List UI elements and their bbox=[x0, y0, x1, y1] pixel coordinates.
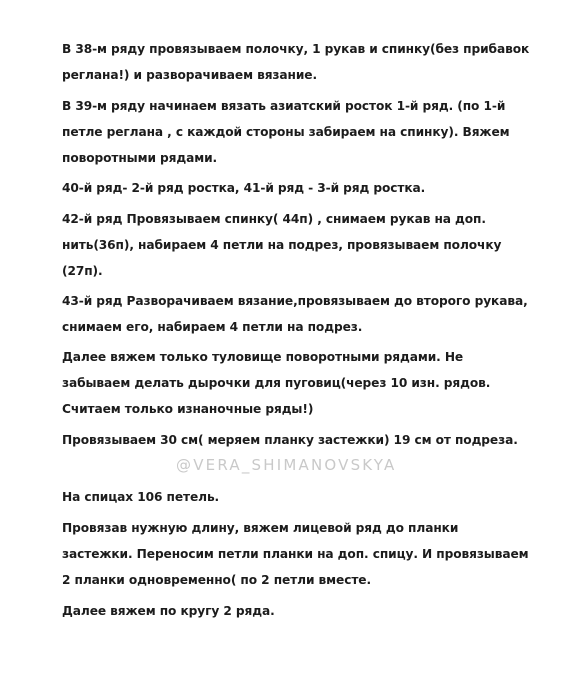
paragraph-row-43: 43-й ряд Разворачиваем вязание,провязываем до второго рукава, снимаем его, набираем 4 петли на подрез. bbox=[62, 294, 528, 334]
paragraph-rows-40-41: 40-й ряд- 2-й ряд ростка, 41-й ряд - 3-й ряд ростка. bbox=[62, 181, 426, 195]
watermark: @VERA_SHIMANOVSKYA bbox=[176, 456, 397, 474]
paragraph-body-rows: Далее вяжем только туловище поворотными рядами. Не забываем делать дырочки для пуговиц(через 10 изн. рядов. Считаем только изнаночные ряды!) bbox=[62, 350, 491, 416]
paragraph-row-42: 42-й ряд Провязываем спинку( 44п) , снимаем рукав на доп. нить(36п), набираем 4 петли на подрез, провязываем полочку (27п). bbox=[62, 212, 502, 278]
paragraph-measure: Провязываем 30 см( меряем планку застежки) 19 см от подреза. bbox=[62, 433, 518, 447]
paragraph-round: Далее вяжем по кругу 2 ряда. bbox=[62, 604, 275, 618]
paragraph-row-38: В 38-м ряду провязываем полочку, 1 рукав и спинку(без прибавок реглана!) и разворачиваем вязание. bbox=[62, 42, 530, 82]
paragraph-stitch-count: На спицах 106 петель. bbox=[62, 490, 220, 504]
paragraph-row-39: В 39-м ряду начинаем вязать азиатский росток 1-й ряд. (по 1-й петле реглана , с каждой стороны забираем на спинку). Вяжем поворотными рядами. bbox=[62, 99, 510, 165]
paragraph-placket: Провязав нужную длину, вяжем лицевой ряд до планки застежки. Переносим петли планки на доп. спицу. И провязываем 2 планки одновременно( по 2 петли вместе. bbox=[62, 521, 529, 587]
